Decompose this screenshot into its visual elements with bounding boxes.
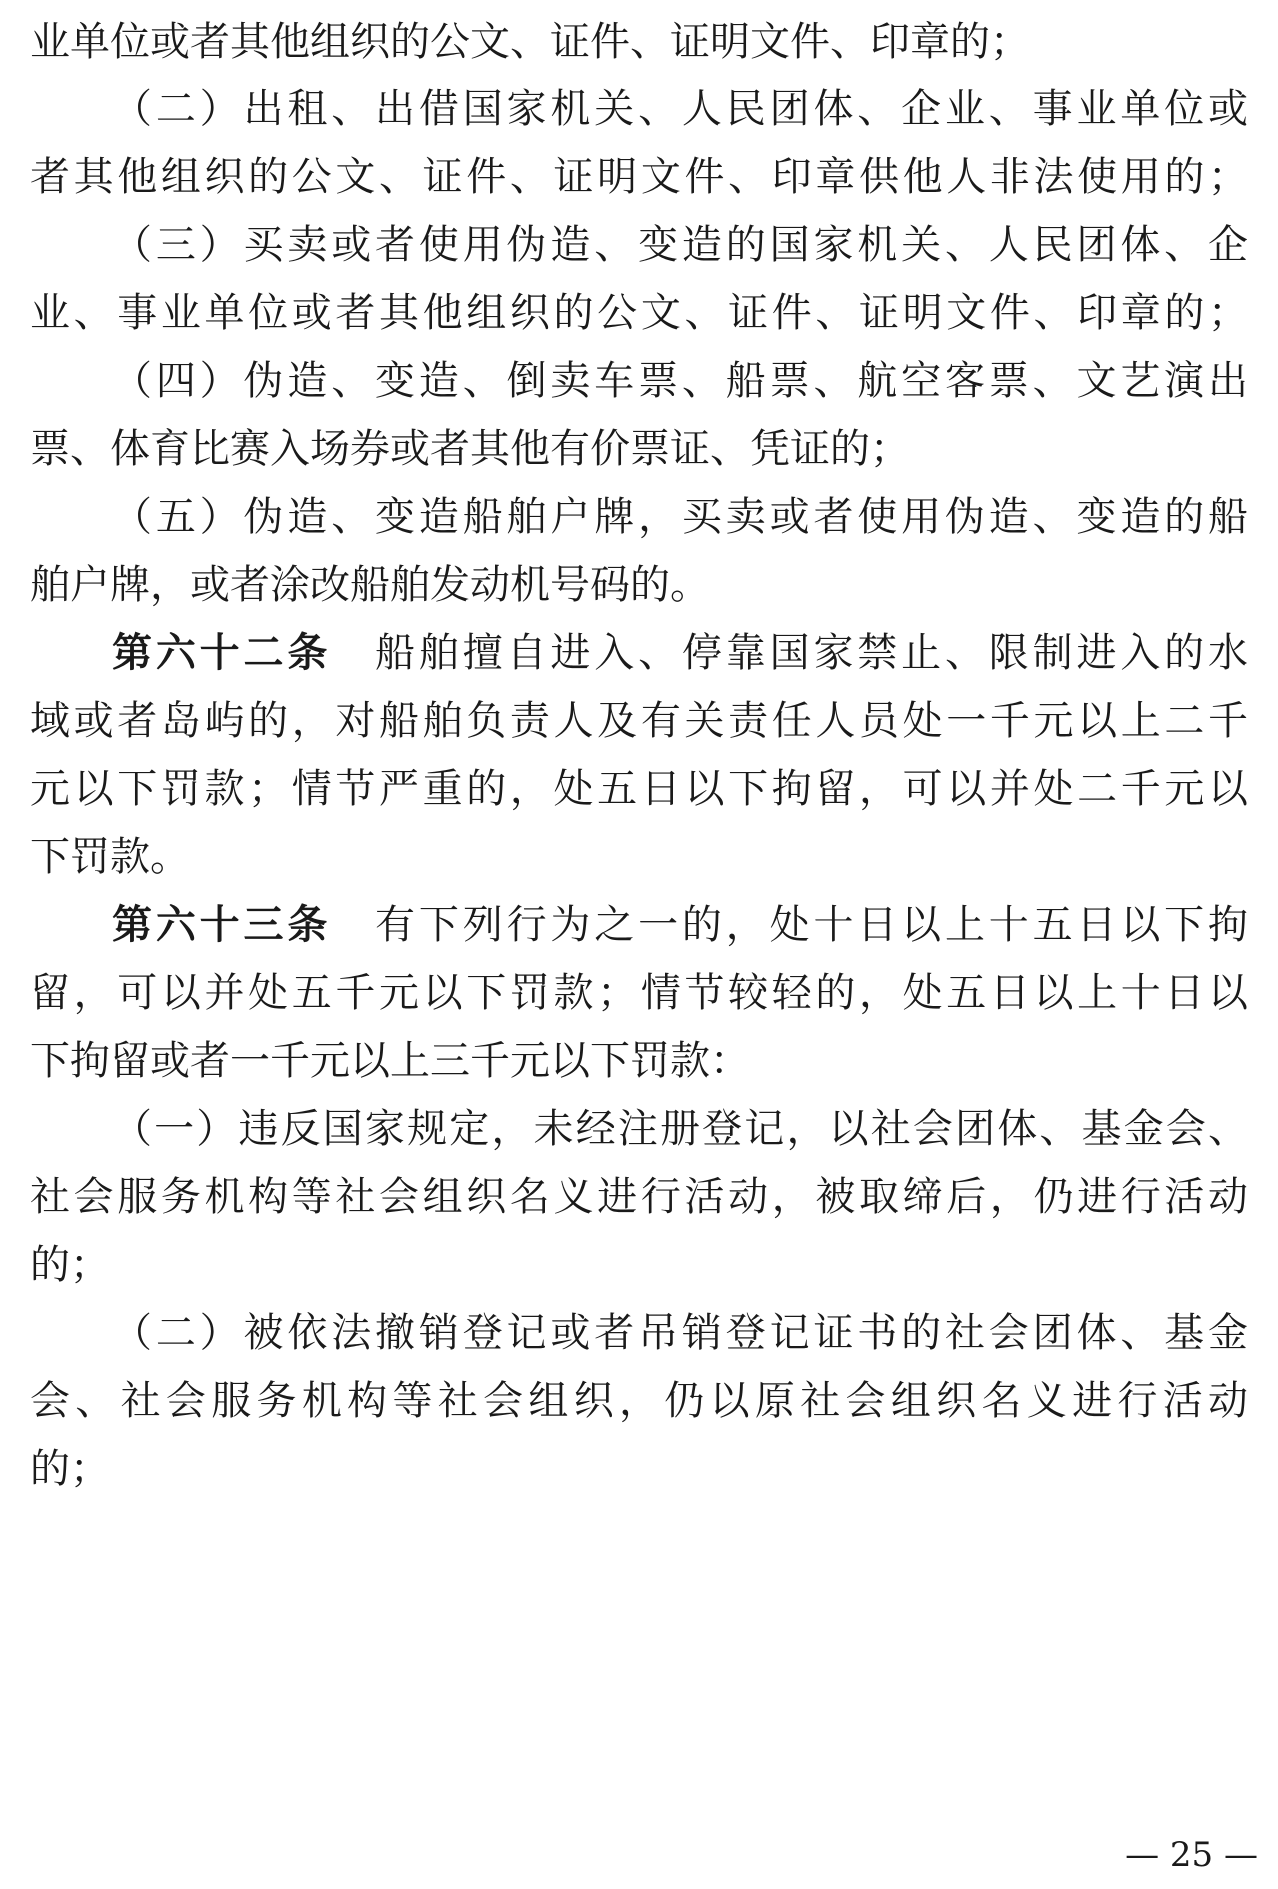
text-line: 元以下罚款；情节严重的，处五日以下拘留，可以并处二千元以	[30, 766, 1248, 812]
text-line: 有下列行为之一的，处十日以上十五日以下拘	[371, 902, 1249, 948]
text-line: 舶户牌，或者涂改船舶发动机号码的。	[30, 562, 710, 608]
text-line: 域或者岛屿的，对船舶负责人及有关责任人员处一千元以上二千	[30, 698, 1248, 744]
article-62-first-line	[30, 625, 1248, 681]
text-line: 业单位或者其他组织的公文、证件、证明文件、印章的；	[30, 19, 1030, 65]
text-line: 船舶擅自进入、停靠国家禁止、限制进入的水	[371, 630, 1249, 676]
text-line: 下拘留或者一千元以上三千元以下罚款：	[30, 1038, 750, 1084]
text-line: 者其他组织的公文、证件、证明文件、印章供他人非法使用的；	[30, 154, 1248, 200]
article-62-heading: 第六十二条	[112, 630, 332, 676]
text-line: 下罚款。	[30, 834, 190, 880]
text-line: 票、体育比赛入场券或者其他有价票证、凭证的；	[30, 426, 910, 472]
text-line: （三）买卖或者使用伪造、变造的国家机关、人民团体、企	[112, 222, 1248, 268]
text-line: 会、社会服务机构等社会组织，仍以原社会组织名义进行活动	[30, 1378, 1248, 1424]
text-line: （一）违反国家规定，未经注册登记，以社会团体、基金会、	[112, 1106, 1248, 1152]
text-line: （二）出租、出借国家机关、人民团体、企业、事业单位或	[112, 86, 1248, 132]
article-63-heading: 第六十三条	[112, 902, 332, 948]
text-line: （五）伪造、变造船舶户牌，买卖或者使用伪造、变造的船	[112, 494, 1248, 540]
text-line: 社会服务机构等社会组织名义进行活动，被取缔后，仍进行活动	[30, 1174, 1248, 1220]
text-line: （二）被依法撤销登记或者吊销登记证书的社会团体、基金	[112, 1310, 1248, 1356]
text-line: 业、事业单位或者其他组织的公文、证件、证明文件、印章的；	[30, 290, 1248, 336]
text-line: 的；	[30, 1446, 110, 1492]
text-line: 的；	[30, 1242, 110, 1288]
page-number: — 25 —	[1125, 1835, 1258, 1875]
text-line: （四）伪造、变造、倒卖车票、船票、航空客票、文艺演出	[112, 358, 1248, 404]
text-line: 留，可以并处五千元以下罚款；情节较轻的，处五日以上十日以	[30, 970, 1248, 1016]
article-63-first-line	[30, 897, 1248, 953]
